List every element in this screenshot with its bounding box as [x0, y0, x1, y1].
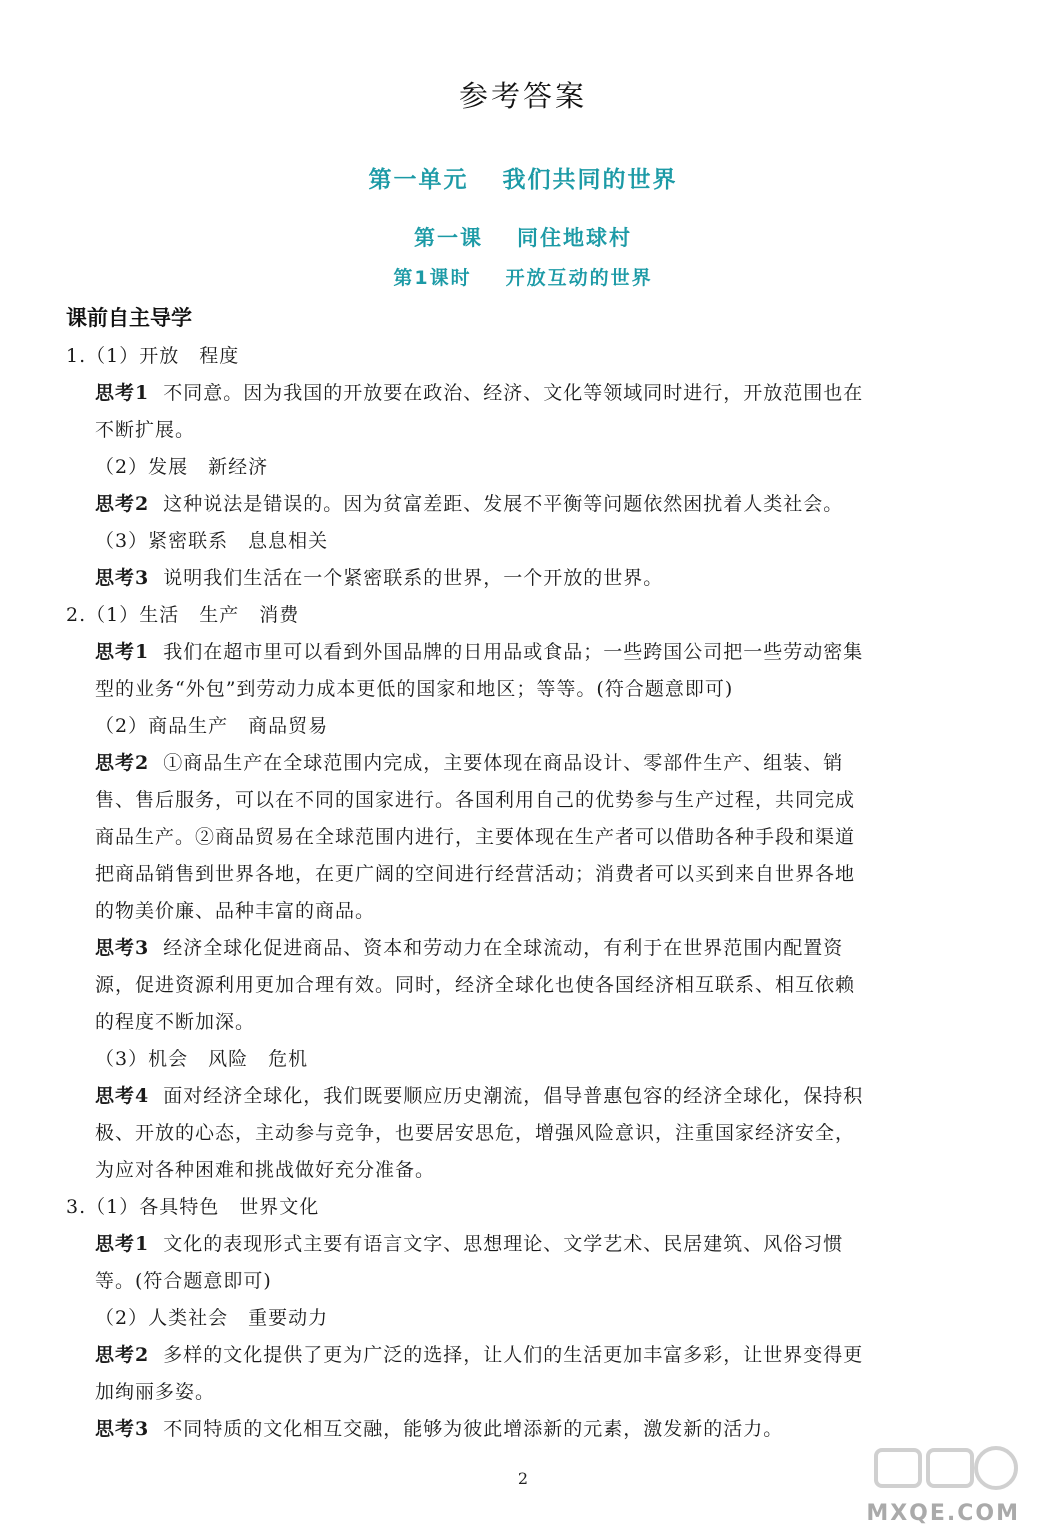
answer-text: 我们在超市里可以看到外国品牌的日用品或食品；一些跨国公司把一些劳动密集 [163, 641, 864, 663]
q2-think-3 [66, 930, 994, 967]
think-label: 思考2 [95, 493, 150, 515]
q2-think-2-cont: 把商品销售到世界各地，在更广阔的空间进行经营活动；消费者可以买到来自世界各地 [95, 863, 856, 885]
think-label: 思考1 [95, 1233, 150, 1255]
q3-think-2 [66, 1337, 994, 1374]
think-label: 思考1 [95, 382, 150, 404]
period-name: 开放互动的世界 [505, 267, 653, 289]
period-heading [0, 263, 1046, 290]
think-label: 思考4 [95, 1085, 150, 1107]
q2-think-4 [66, 1078, 994, 1115]
unit-heading [0, 161, 1046, 194]
q3-think-2-cont: 加绚丽多姿。 [95, 1381, 216, 1403]
q2-think-1-cont: 型的业务“外包”到劳动力成本更低的国家和地区；等等。(符合题意即可) [95, 678, 734, 700]
q1-think-2 [66, 486, 994, 523]
page-number: 2 [517, 1469, 529, 1488]
q1-think-3 [66, 560, 994, 597]
q2-think-1 [66, 634, 994, 671]
q2-think-3-cont: 源，促进资源利用更加合理有效。同时，经济全球化也使各国经济相互联系、相互依赖 [95, 974, 856, 996]
q2-think-2-cont: 商品生产。②商品贸易在全球范围内进行，主要体现在生产者可以借助各种手段和渠道 [95, 826, 856, 848]
q3-think-1 [66, 1226, 994, 1263]
q1-think-1-cont: 不断扩展。 [95, 419, 196, 441]
period-label: 第1课时 [393, 267, 472, 289]
answer-text: 经济全球化促进商品、资本和劳动力在全球流动，有利于在世界范围内配置资 [163, 937, 844, 959]
answer-text: 不同意。因为我国的开放要在政治、经济、文化等领域同时进行，开放范围也在 [163, 382, 864, 404]
section-heading: 课前自主导学 [66, 305, 192, 330]
answer-text: 多样的文化提供了更为广泛的选择，让人们的生活更加丰富多彩，让世界变得更 [163, 1344, 864, 1366]
page-title: 参考答案 [458, 79, 587, 113]
q2-think-2-cont: 的物美价廉、品种丰富的商品。 [95, 900, 376, 922]
think-label: 思考2 [95, 752, 150, 774]
lesson-label: 第一课 [414, 226, 483, 250]
q2-answer-2: （2）商品生产 商品贸易 [95, 715, 329, 737]
q2-think-2 [66, 745, 994, 782]
q2-think-2-cont: 售、售后服务，可以在不同的国家进行。各国利用自己的优势参与生产过程，共同完成 [95, 789, 856, 811]
q1-think-1 [66, 375, 994, 412]
q2-think-3-cont: 的程度不断加深。 [95, 1011, 256, 1033]
q3-answer-2: （2）人类社会 重要动力 [95, 1307, 329, 1329]
q2-answer-3: （3）机会 风险 危机 [95, 1048, 309, 1070]
answer-text: ①商品生产在全球范围内完成，主要体现在商品设计、零部件生产、组装、销 [163, 752, 844, 774]
lesson-heading [0, 222, 1046, 252]
q1-answer-2: （2）发展 新经济 [95, 456, 269, 478]
q3-answer-1: 3.（1）各具特色 世界文化 [66, 1196, 320, 1218]
unit-name: 我们共同的世界 [502, 167, 678, 193]
lesson-name: 同住地球村 [517, 226, 632, 250]
answer-text: 面对经济全球化，我们既要顺应历史潮流，倡导普惠包容的经济全球化，保持积 [163, 1085, 864, 1107]
watermark-text: MXQE.COM [866, 1501, 1020, 1526]
unit-label: 第一单元 [368, 167, 469, 193]
q2-answer-1: 2.（1）生活 生产 消费 [66, 604, 300, 626]
answer-text: 这种说法是错误的。因为贫富差距、发展不平衡等问题依然困扰着人类社会。 [163, 493, 844, 515]
q1-answer-1: 1.（1）开放 程度 [66, 345, 240, 367]
answer-content [66, 338, 994, 1448]
q3-think-1-cont: 等。(符合题意即可) [95, 1270, 272, 1292]
think-label: 思考1 [95, 641, 150, 663]
answer-text: 文化的表现形式主要有语言文字、思想理论、文学艺术、民居建筑、风俗习惯 [163, 1233, 844, 1255]
q2-think-4-cont: 极、开放的心态，主动参与竞争，也要居安思危，增强风险意识，注重国家经济安全， [95, 1122, 856, 1144]
q3-think-3 [66, 1411, 994, 1448]
answer-text: 说明我们生活在一个紧密联系的世界，一个开放的世界。 [163, 567, 664, 589]
think-label: 思考2 [95, 1344, 150, 1366]
q1-answer-3: （3）紧密联系 息息相关 [95, 530, 329, 552]
think-label: 思考3 [95, 1418, 150, 1440]
answer-text: 不同特质的文化相互交融，能够为彼此增添新的元素，激发新的活力。 [163, 1418, 784, 1440]
think-label: 思考3 [95, 937, 150, 959]
q2-think-4-cont: 为应对各种困难和挑战做好充分准备。 [95, 1159, 436, 1181]
think-label: 思考3 [95, 567, 150, 589]
